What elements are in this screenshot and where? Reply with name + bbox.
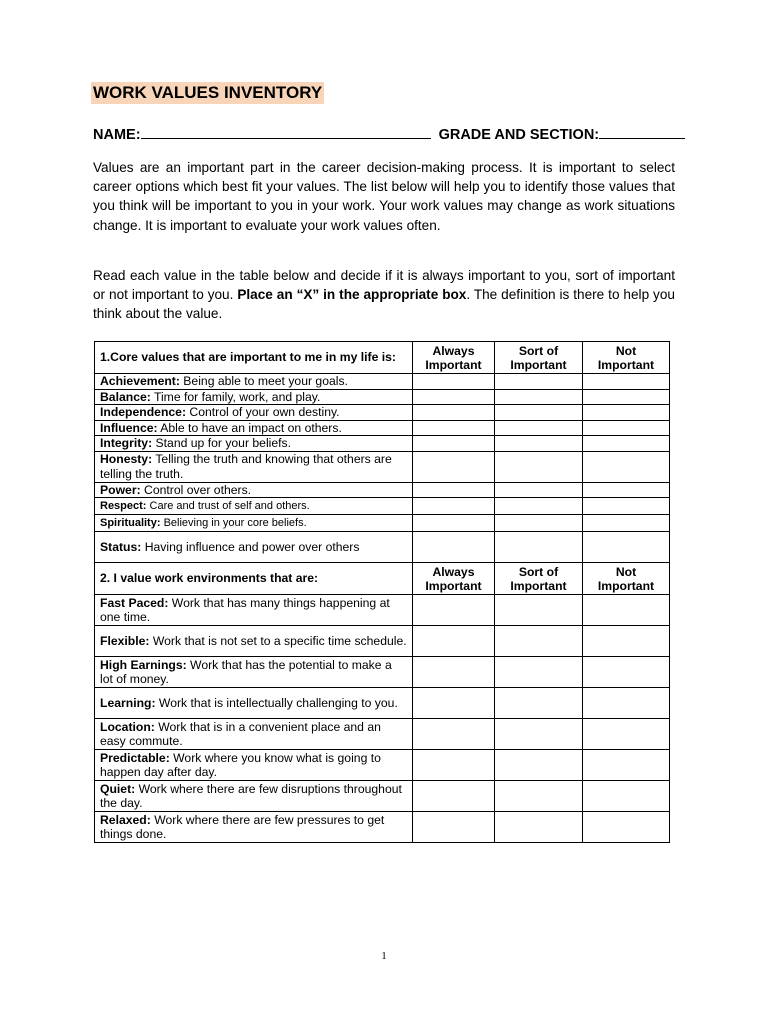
checkbox-cell-always[interactable] <box>413 420 495 436</box>
checkbox-cell-always[interactable] <box>413 719 495 750</box>
checkbox-cell-not[interactable] <box>583 812 670 843</box>
checkbox-cell-always[interactable] <box>413 781 495 812</box>
column-header-sort-of <box>495 342 583 374</box>
table-row <box>95 781 670 812</box>
value-item <box>95 482 413 498</box>
checkbox-cell-not[interactable] <box>583 389 670 405</box>
value-term: Fast Paced: <box>100 595 169 610</box>
table-row <box>95 436 670 452</box>
col-label: Sort of <box>518 343 559 358</box>
value-item <box>95 626 413 657</box>
checkbox-cell-sort-of[interactable] <box>495 420 583 436</box>
name-label: NAME: <box>93 127 141 143</box>
value-item <box>95 781 413 812</box>
value-term: Predictable: <box>100 750 170 765</box>
value-item <box>95 498 413 515</box>
value-term: Balance: <box>100 389 151 404</box>
checkbox-cell-sort-of[interactable] <box>495 532 583 563</box>
value-term: Integrity: <box>100 436 153 450</box>
checkbox-cell-not[interactable] <box>583 498 670 515</box>
checkbox-cell-always[interactable] <box>413 595 495 626</box>
checkbox-cell-not[interactable] <box>583 719 670 750</box>
table-row <box>95 374 670 390</box>
checkbox-cell-sort-of[interactable] <box>495 482 583 498</box>
checkbox-cell-always[interactable] <box>413 688 495 719</box>
section-header-row <box>95 563 670 595</box>
checkbox-cell-not[interactable] <box>583 750 670 781</box>
col-label: Important <box>425 578 482 593</box>
checkbox-cell-sort-of[interactable] <box>495 595 583 626</box>
value-definition: Work where there are few disruptions throughout the day. <box>100 781 402 810</box>
value-definition: Work that is intellectually challenging to you. <box>155 695 398 710</box>
checkbox-cell-not[interactable] <box>583 420 670 436</box>
col-label: Always <box>432 343 475 358</box>
value-item <box>95 420 413 436</box>
column-header-not <box>583 342 670 374</box>
checkbox-cell-not[interactable] <box>583 374 670 390</box>
instructions-emphasis: Place an “X” in the appropriate box <box>237 287 467 303</box>
checkbox-cell-not[interactable] <box>583 405 670 421</box>
column-header-always <box>413 563 495 595</box>
value-definition: Work that is in a convenient place and an easy commute. <box>100 719 381 748</box>
checkbox-cell-sort-of[interactable] <box>495 389 583 405</box>
section-header: 1.Core values that are important to me in my life is: <box>95 342 413 374</box>
section-header-row <box>95 342 670 374</box>
checkbox-cell-always[interactable] <box>413 374 495 390</box>
value-term: Location: <box>100 719 155 734</box>
value-definition: Stand up for your beliefs. <box>152 436 292 450</box>
column-header-always <box>413 342 495 374</box>
table-row <box>95 750 670 781</box>
value-definition: Work that is not set to a specific time schedule. <box>149 633 407 648</box>
checkbox-cell-not[interactable] <box>583 436 670 452</box>
checkbox-cell-sort-of[interactable] <box>495 626 583 657</box>
checkbox-cell-sort-of[interactable] <box>495 498 583 515</box>
col-label: Important <box>510 357 567 372</box>
value-item <box>95 688 413 719</box>
checkbox-cell-not[interactable] <box>583 781 670 812</box>
checkbox-cell-always[interactable] <box>413 812 495 843</box>
value-definition: Able to have an impact on others. <box>157 420 342 435</box>
table-row <box>95 595 670 626</box>
intro-paragraph: Values are an important part in the career decision-making process. It is important to select career options which best fit your values. The list below will help you to identify those values that you think will be important to you in your work. Your work values may change as work situations change. It is important to evaluate your work values often. <box>93 160 675 233</box>
table-row <box>95 515 670 532</box>
value-definition: Being able to meet your goals. <box>179 374 348 388</box>
value-definition: Time for family, work, and play. <box>150 389 321 404</box>
value-item <box>95 405 413 421</box>
instructions-text-end: . The definition is there to help you think about the value. <box>93 287 675 322</box>
value-item <box>95 812 413 843</box>
value-definition: Care and trust of self and others. <box>146 499 310 512</box>
checkbox-cell-always[interactable] <box>413 482 495 498</box>
table-row <box>95 389 670 405</box>
table-row <box>95 719 670 750</box>
value-term: Spirituality: <box>100 516 161 529</box>
value-term: Quiet: <box>100 781 136 796</box>
checkbox-cell-always[interactable] <box>413 436 495 452</box>
checkbox-cell-sort-of[interactable] <box>495 405 583 421</box>
value-item <box>95 532 413 563</box>
checkbox-cell-sort-of[interactable] <box>495 515 583 532</box>
value-term: Achievement: <box>100 374 180 388</box>
value-term: Honesty: <box>100 452 153 466</box>
checkbox-cell-sort-of[interactable] <box>495 719 583 750</box>
value-item <box>95 719 413 750</box>
checkbox-cell-sort-of[interactable] <box>495 750 583 781</box>
value-term: Influence: <box>100 420 158 435</box>
table-row <box>95 532 670 563</box>
checkbox-cell-not[interactable] <box>583 532 670 563</box>
checkbox-cell-sort-of[interactable] <box>495 436 583 452</box>
table-row <box>95 657 670 688</box>
checkbox-cell-sort-of[interactable] <box>495 781 583 812</box>
table-row <box>95 420 670 436</box>
checkbox-cell-always[interactable] <box>413 626 495 657</box>
name-grade-line <box>93 124 703 144</box>
checkbox-cell-not[interactable] <box>583 515 670 532</box>
col-label: Always <box>432 564 475 579</box>
checkbox-cell-sort-of[interactable] <box>495 657 583 688</box>
value-term: Flexible: <box>100 633 150 648</box>
checkbox-cell-sort-of[interactable] <box>495 812 583 843</box>
value-definition: Having influence and power over others <box>141 539 360 554</box>
col-label: Important <box>597 357 655 372</box>
page-title: WORK VALUES INVENTORY <box>93 83 323 102</box>
value-term: Learning: <box>100 695 156 710</box>
value-term: Respect: <box>100 499 147 512</box>
value-definition: Work that has many things happening at one time. <box>100 595 390 624</box>
value-term: High Earnings: <box>100 657 187 672</box>
section-header: 2. I value work environments that are: <box>95 563 413 595</box>
instructions-text: Read each value in the table below and decide if it is always important to you, sort of important or not important to you. <box>93 268 675 303</box>
value-item <box>95 657 413 688</box>
table-row <box>95 688 670 719</box>
value-item <box>95 451 413 482</box>
checkbox-cell-not[interactable] <box>583 688 670 719</box>
grade-section-label: GRADE AND SECTION: <box>438 127 600 143</box>
checkbox-cell-always[interactable] <box>413 405 495 421</box>
col-label: Important <box>510 578 567 593</box>
table-row <box>95 482 670 498</box>
col-label: Not <box>615 343 637 358</box>
value-item <box>95 389 413 405</box>
table-row <box>95 405 670 421</box>
checkbox-cell-not[interactable] <box>583 657 670 688</box>
table-row <box>95 626 670 657</box>
checkbox-cell-not[interactable] <box>583 482 670 498</box>
checkbox-cell-always[interactable] <box>413 389 495 405</box>
value-definition: Work where there are few pressures to get things done. <box>100 812 385 841</box>
checkbox-cell-not[interactable] <box>583 595 670 626</box>
checkbox-cell-not[interactable] <box>583 626 670 657</box>
value-definition: Work where you know what is going to happen day after day. <box>100 750 381 779</box>
value-item <box>95 436 413 452</box>
value-item <box>95 595 413 626</box>
checkbox-cell-always[interactable] <box>413 657 495 688</box>
value-item <box>95 374 413 390</box>
checkbox-cell-always[interactable] <box>413 515 495 532</box>
checkbox-cell-not[interactable] <box>583 451 670 482</box>
table-row <box>95 498 670 515</box>
checkbox-cell-sort-of[interactable] <box>495 374 583 390</box>
grade-section-blank[interactable] <box>599 124 685 139</box>
name-blank[interactable] <box>141 124 431 139</box>
value-term: Independence: <box>100 405 187 419</box>
col-label: Sort of <box>518 564 559 579</box>
checkbox-cell-sort-of[interactable] <box>495 688 583 719</box>
value-item <box>95 515 413 532</box>
checkbox-cell-always[interactable] <box>413 451 495 482</box>
value-item <box>95 750 413 781</box>
checkbox-cell-always[interactable] <box>413 498 495 515</box>
value-definition: Control of your own destiny. <box>186 405 340 419</box>
page-number: 1 <box>381 950 387 962</box>
table-row <box>95 451 670 482</box>
table-row <box>95 812 670 843</box>
value-definition: Work that has the potential to make a lot of money. <box>100 657 392 686</box>
instructions-paragraph <box>93 266 675 324</box>
value-term: Relaxed: <box>100 812 151 827</box>
col-label: Important <box>597 578 655 593</box>
value-definition: Believing in your core beliefs. <box>160 516 307 529</box>
column-header-not <box>583 563 670 595</box>
checkbox-cell-always[interactable] <box>413 750 495 781</box>
checkbox-cell-always[interactable] <box>413 532 495 563</box>
value-term: Power: <box>100 482 141 497</box>
work-values-table <box>94 341 670 843</box>
checkbox-cell-sort-of[interactable] <box>495 451 583 482</box>
value-term: Status: <box>100 539 142 554</box>
col-label: Important <box>425 357 482 372</box>
column-header-sort-of <box>495 563 583 595</box>
value-definition: Control over others. <box>140 482 252 497</box>
value-definition: Telling the truth and knowing that others are telling the truth. <box>100 452 392 481</box>
col-label: Not <box>615 564 637 579</box>
